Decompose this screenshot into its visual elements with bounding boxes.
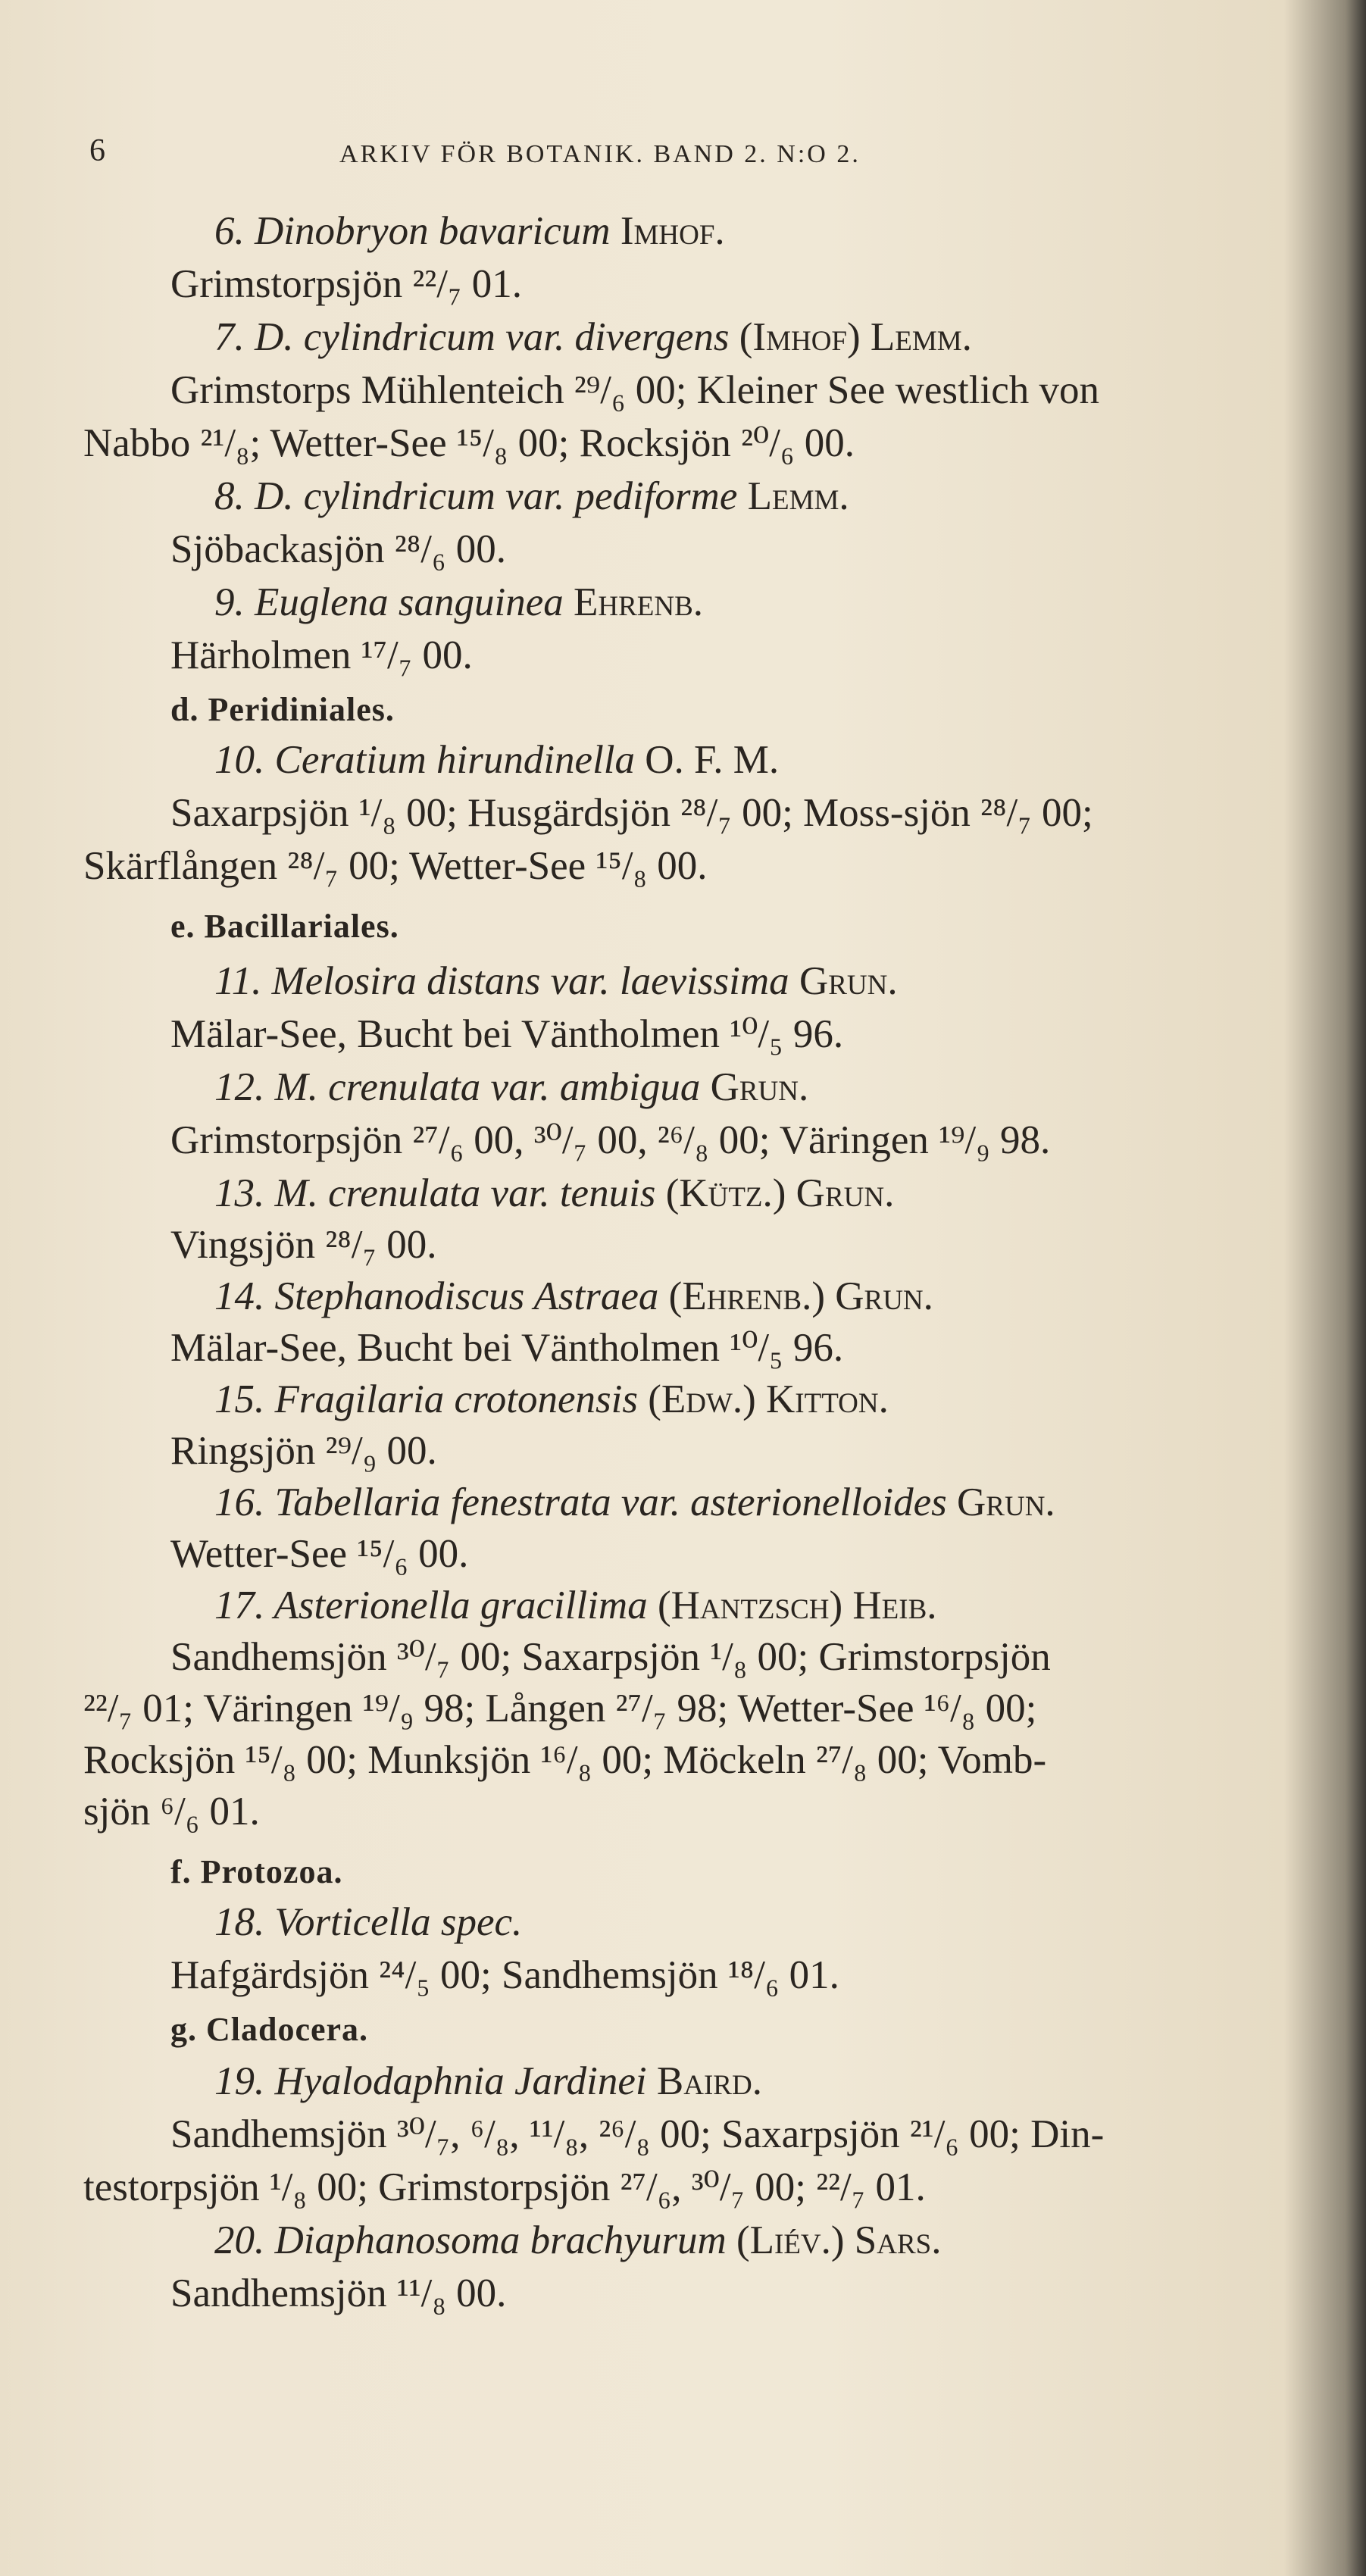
locality-line: Wetter-See ¹⁵/₆ 00.	[170, 1532, 469, 1576]
species-author: Ehrenb.	[574, 580, 704, 624]
locality-line: Grimstorpsjön ²⁷/₆ 00, ³⁰/₇ 00, ²⁶/₈ 00; Väringen ¹⁹/₉ 98.	[170, 1118, 1051, 1162]
species-name: Asterionella gracillima	[274, 1583, 648, 1627]
locality-line: Mälar-See, Bucht bei Väntholmen ¹⁰/₅ 96.	[170, 1012, 844, 1056]
species-heading	[214, 1579, 937, 1632]
locality-line: Sandhemsjön ¹¹/₈ 00.	[170, 2271, 507, 2315]
species-heading	[214, 1167, 894, 1220]
entry-number: 17.	[214, 1583, 265, 1627]
species-heading	[214, 205, 725, 258]
species-name: Euglena sanguinea	[255, 580, 564, 624]
entry-number: 6.	[214, 209, 245, 253]
species-name: M. crenulata var. ambigua	[274, 1065, 701, 1109]
species-name: Vorticella spec.	[274, 1900, 523, 1944]
locality-line: Grimstorpsjön ²²/₇ 01.	[170, 262, 522, 306]
species-author: (Kütz.) Grun.	[665, 1171, 895, 1215]
species-heading	[214, 1476, 1055, 1529]
entry-number: 12.	[214, 1065, 265, 1109]
species-author: Grun.	[799, 959, 898, 1003]
locality-line: Sandhemsjön ³⁰/₇ 00; Saxarpsjön ¹/₈ 00; Grimstorpsjön	[170, 1635, 1051, 1679]
section-heading: e. Bacillariales.	[170, 908, 399, 945]
species-author: Baird.	[656, 2059, 762, 2103]
species-heading	[214, 2214, 942, 2267]
species-heading	[214, 311, 972, 364]
locality-line: sjön ⁶/₆ 01.	[83, 1790, 260, 1834]
species-author: O. F. M.	[645, 738, 780, 782]
section-heading: d. Peridiniales.	[170, 691, 395, 728]
species-name: Fragilaria crotonensis	[274, 1377, 638, 1421]
entry-number: 19.	[214, 2059, 265, 2103]
species-name: Dinobryon bavaricum	[255, 209, 611, 253]
locality-line: Rocksjön ¹⁵/₈ 00; Munksjön ¹⁶/₈ 00; Möckeln ²⁷/₈ 00; Vomb-	[83, 1738, 1047, 1782]
entry-number: 8.	[214, 474, 245, 518]
locality-line: Skärflången ²⁸/₇ 00; Wetter-See ¹⁵/₈ 00.	[83, 844, 708, 888]
running-title: ARKIV FÖR BOTANIK. BAND 2. N:O 2.	[339, 140, 861, 168]
species-heading	[214, 955, 898, 1008]
page-number: 6	[89, 133, 105, 168]
species-author: Lemm.	[747, 474, 849, 518]
entry-number: 13.	[214, 1171, 265, 1215]
species-author: (Imhof) Lemm.	[739, 315, 972, 359]
species-heading	[214, 733, 779, 786]
species-heading	[214, 470, 849, 523]
locality-line: Sjöbackasjön ²⁸/₆ 00.	[170, 527, 506, 571]
species-name: Diaphanosoma brachyurum	[274, 2218, 727, 2262]
species-name: D. cylindricum var. divergens	[255, 315, 730, 359]
page-header	[89, 133, 1074, 186]
section-heading: f. Protozoa.	[170, 1853, 343, 1890]
entry-number: 7.	[214, 315, 245, 359]
section-heading: g. Cladocera.	[170, 2011, 369, 2048]
species-heading	[214, 2055, 762, 2108]
entry-number: 10.	[214, 738, 265, 782]
locality-line: testorpsjön ¹/₈ 00; Grimstorpsjön ²⁷/₆, ³⁰/₇ 00; ²²/₇ 01.	[83, 2165, 926, 2209]
locality-line: Vingsjön ²⁸/₇ 00.	[170, 1223, 437, 1267]
species-name: D. cylindricum var. pediforme	[255, 474, 738, 518]
locality-line: Ringsjön ²⁹/₉ 00.	[170, 1429, 437, 1473]
entry-number: 20.	[214, 2218, 265, 2262]
species-heading	[214, 576, 703, 629]
entry-number: 11.	[214, 959, 262, 1003]
species-name: Tabellaria fenestrata var. asterionelloides	[274, 1480, 947, 1524]
species-author: Imhof.	[620, 209, 725, 253]
species-author: Grun.	[710, 1065, 809, 1109]
species-heading	[214, 1061, 808, 1114]
locality-line: Nabbo ²¹/₈; Wetter-See ¹⁵/₈ 00; Rocksjön ²⁰/₆ 00.	[83, 421, 855, 465]
locality-line: Saxarpsjön ¹/₈ 00; Husgärdsjön ²⁸/₇ 00; Moss-sjön ²⁸/₇ 00;	[170, 791, 1093, 835]
locality-line: Hafgärdsjön ²⁴/₅ 00; Sandhemsjön ¹⁸/₆ 01.	[170, 1953, 839, 1997]
entry-number: 16.	[214, 1480, 265, 1524]
species-name: Ceratium hirundinella	[274, 738, 636, 782]
locality-line: Sandhemsjön ³⁰/₇, ⁶/₈, ¹¹/₈, ²⁶/₈ 00; Saxarpsjön ²¹/₆ 00; Din-	[170, 2112, 1105, 2156]
entry-number: 9.	[214, 580, 245, 624]
locality-line: ²²/₇ 01; Väringen ¹⁹/₉ 98; Lången ²⁷/₇ 98; Wetter-See ¹⁶/₈ 00;	[83, 1687, 1037, 1730]
entry-number: 15.	[214, 1377, 265, 1421]
species-author: (Edw.) Kitton.	[648, 1377, 889, 1421]
locality-line: Grimstorps Mühlenteich ²⁹/₆ 00; Kleiner See westlich von	[170, 368, 1099, 412]
species-name: Hyalodaphnia Jardinei	[274, 2059, 647, 2103]
species-heading	[214, 1270, 933, 1323]
species-heading	[214, 1373, 889, 1426]
species-heading	[214, 1896, 522, 1949]
species-name: M. crenulata var. tenuis	[274, 1171, 656, 1215]
species-name: Melosira distans var. laevissima	[271, 959, 789, 1003]
entry-number: 18.	[214, 1900, 265, 1944]
species-name: Stephanodiscus Astraea	[274, 1274, 659, 1318]
locality-line: Mälar-See, Bucht bei Väntholmen ¹⁰/₅ 96.	[170, 1326, 844, 1370]
species-author: (Liév.) Sars.	[736, 2218, 942, 2262]
entry-number: 14.	[214, 1274, 265, 1318]
species-author: (Hantzsch) Heib.	[657, 1583, 937, 1627]
species-author: Grun.	[957, 1480, 1055, 1524]
locality-line: Härholmen ¹⁷/₇ 00.	[170, 633, 473, 677]
species-author: (Ehrenb.) Grun.	[668, 1274, 933, 1318]
